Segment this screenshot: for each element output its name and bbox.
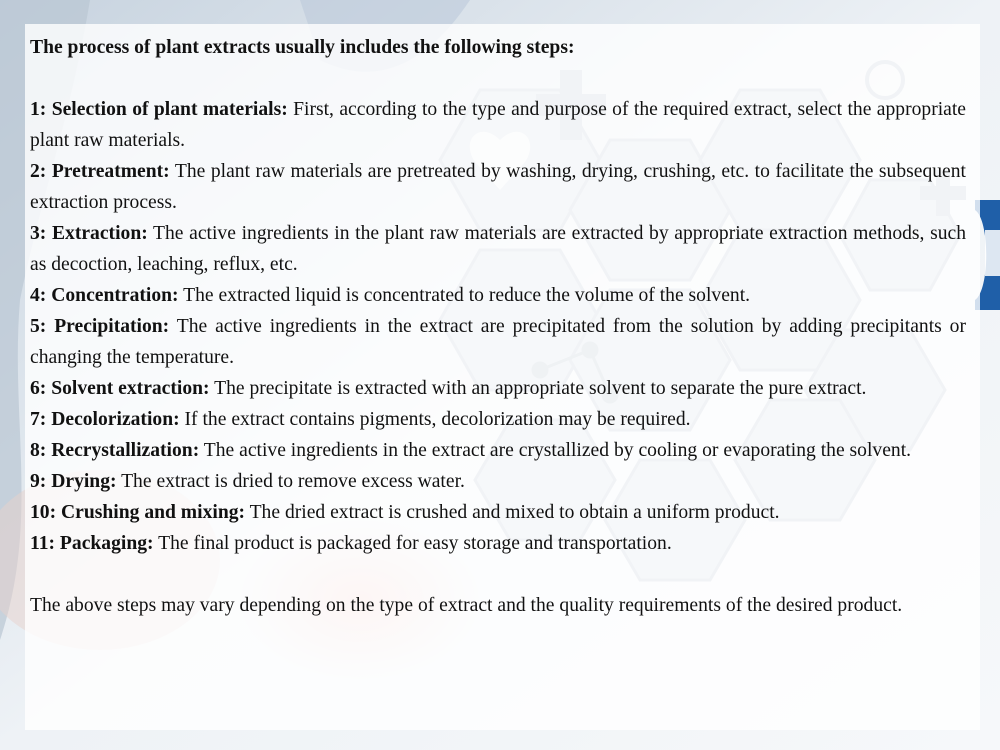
step-label: 2: Pretreatment: (30, 161, 170, 182)
step-label: 4: Concentration: (30, 285, 179, 306)
step-text: The plant raw materials are pretreated by washing, drying, crushing, etc. to facilitate the subsequent extraction process. (30, 161, 966, 213)
step-item (30, 373, 966, 404)
step-label: 8: Recrystallization: (30, 440, 200, 461)
step-item (30, 435, 966, 466)
step-item (30, 156, 966, 218)
step-text: The extract is dried to remove excess water. (121, 471, 465, 492)
step-label: 3: Extraction: (30, 223, 148, 244)
step-label: 7: Decolorization: (30, 409, 180, 430)
spacer (30, 559, 966, 590)
step-text: If the extract contains pigments, decolorization may be required. (184, 409, 691, 430)
step-text: The precipitate is extracted with an appropriate solvent to separate the pure extract. (214, 378, 867, 399)
step-label: 10: Crushing and mixing: (30, 502, 246, 523)
step-item (30, 528, 966, 559)
step-text: The dried extract is crushed and mixed to obtain a uniform product. (249, 502, 780, 523)
step-label: 6: Solvent extraction: (30, 378, 210, 399)
step-text: The active ingredients in the extract are precipitated from the solution by adding precipitants or changing the temperature. (30, 316, 967, 368)
step-item (30, 280, 966, 311)
step-label: 11: Packaging: (30, 533, 154, 554)
document-content (30, 32, 966, 621)
step-text: First, according to the type and purpose of the required extract, select the appropriate plant raw materials. (30, 99, 966, 151)
step-item (30, 94, 966, 156)
step-text: The extracted liquid is concentrated to reduce the volume of the solvent. (183, 285, 751, 306)
step-text: The active ingredients in the extract are crystallized by cooling or evaporating the solvent. (203, 440, 912, 461)
step-item (30, 311, 966, 373)
intro-heading: The process of plant extracts usually includes the following steps: (30, 37, 575, 58)
conclusion-paragraph: The above steps may vary depending on the type of extract and the quality requirements of the desired product. (30, 595, 903, 616)
step-item (30, 218, 966, 280)
step-item (30, 466, 966, 497)
step-item (30, 404, 966, 435)
step-item (30, 497, 966, 528)
step-label: 5: Precipitation: (30, 316, 170, 337)
step-label: 1: Selection of plant materials: (30, 99, 288, 120)
step-text: The active ingredients in the plant raw materials are extracted by appropriate extraction methods, such as decoction, leaching, reflux, etc. (30, 223, 967, 275)
step-label: 9: Drying: (30, 471, 117, 492)
steps-list (30, 94, 966, 559)
spacer (30, 63, 966, 94)
step-text: The final product is packaged for easy storage and transportation. (158, 533, 672, 554)
